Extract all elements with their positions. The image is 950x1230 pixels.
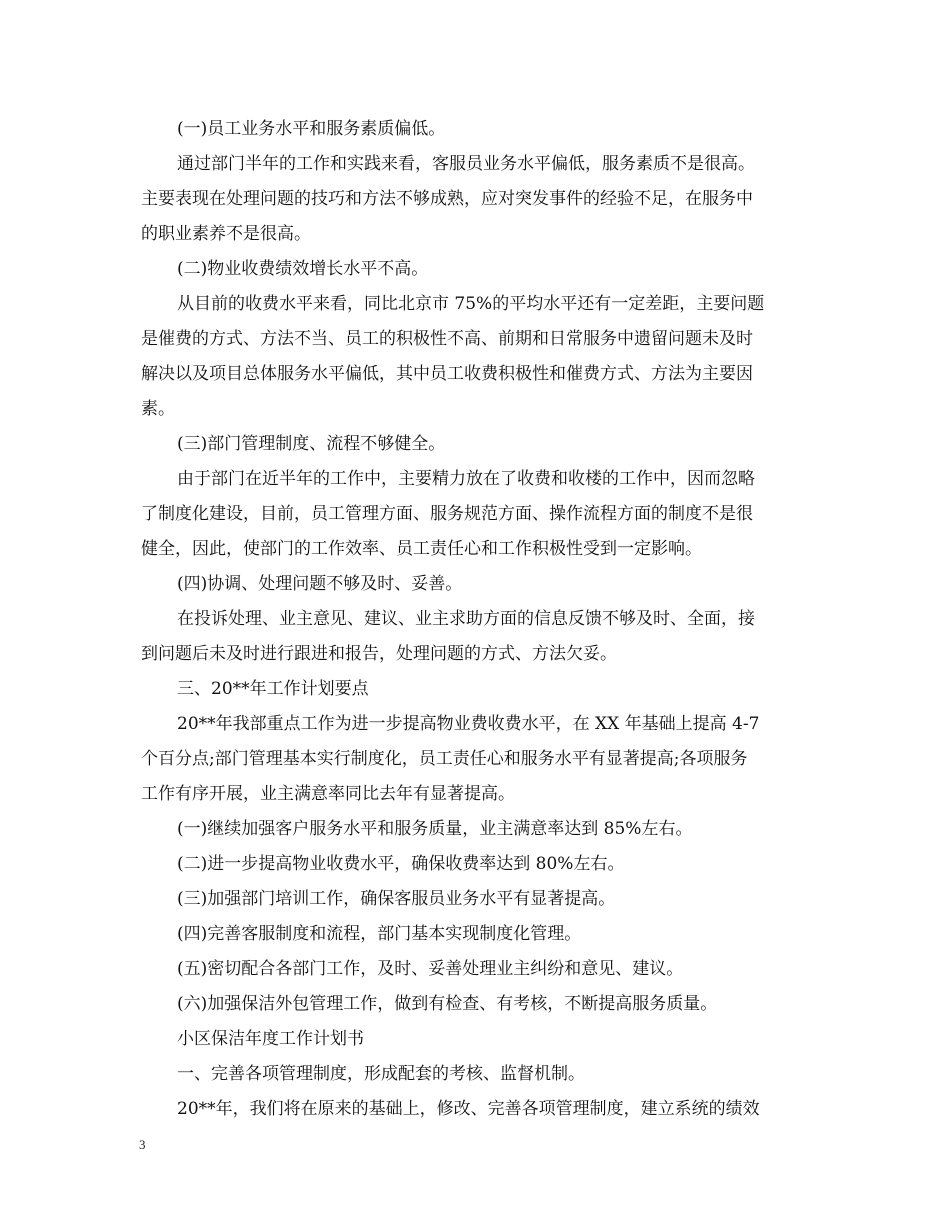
plan-item: (四)完善客服制度和流程，部门基本实现制度化管理。 xyxy=(177,924,582,944)
page-number: 3 xyxy=(139,1137,146,1152)
paragraph-line: 20**年，我们将在原来的基础上，修改、完善各项管理制度，建立系统的绩效 xyxy=(177,1099,760,1119)
section-heading-management-rules: 一、完善各项管理制度，形成配套的考核、监督机制。 xyxy=(177,1064,585,1084)
paragraph-line: 工作有序开展，业主满意率同比去年有显著提高。 xyxy=(141,784,515,804)
plan-item: (三)加强部门培训工作，确保客服员业务水平有显著提高。 xyxy=(177,889,616,909)
document-title-cleaning-plan: 小区保洁年度工作计划书 xyxy=(177,1029,364,1049)
paragraph-line: 了制度化建设，目前，员工管理方面、服务规范方面、操作流程方面的制度不是很 xyxy=(141,504,753,524)
paragraph-line: 素。 xyxy=(141,399,175,419)
paragraph-line: 是催费的方式、方法不当、员工的积极性不高、前期和日常服务中遗留问题未及时 xyxy=(141,329,753,349)
paragraph-line: 20**年我部重点工作为进一步提高物业费收费水平，在 XX 年基础上提高 4-7 xyxy=(177,714,760,734)
paragraph-line: 解决以及项目总体服务水平偏低，其中员工收费积极性和催费方式、方法为主要因 xyxy=(141,364,753,384)
paragraph-line: 到问题后未及时进行跟进和报告，处理问题的方式、方法欠妥。 xyxy=(141,644,617,664)
heading-staff-quality: (一)员工业务水平和服务素质偏低。 xyxy=(177,119,446,139)
heading-coordination: (四)协调、处理问题不够及时、妥善。 xyxy=(177,574,463,594)
paragraph-line: 在投诉处理、业主意见、建议、业主求助方面的信息反馈不够及时、全面，接 xyxy=(177,609,755,629)
plan-item: (六)加强保洁外包管理工作，做到有检查、有考核，不断提高服务质量。 xyxy=(177,994,718,1014)
paragraph-line: 从目前的收费水平来看，同比北京市 75%的平均水平还有一定差距，主要问题 xyxy=(177,294,765,314)
paragraph-line: 健全，因此，使部门的工作效率、员工责任心和工作积极性受到一定影响。 xyxy=(141,539,702,559)
plan-item: (一)继续加强客户服务水平和服务质量，业主满意率达到 85%左右。 xyxy=(177,819,693,839)
heading-management-system: (三)部门管理制度、流程不够健全。 xyxy=(177,434,446,454)
paragraph-line: 个百分点;部门管理基本实行制度化，员工责任心和服务水平有显著提高;各项服务 xyxy=(141,749,748,769)
paragraph-line: 通过部门半年的工作和实践来看，客服员业务水平偏低，服务素质不是很高。 xyxy=(177,154,755,174)
section-heading-work-plan: 三、20**年工作计划要点 xyxy=(177,679,369,699)
plan-item: (五)密切配合各部门工作，及时、妥善处理业主纠纷和意见、建议。 xyxy=(177,959,684,979)
paragraph-line: 的职业素养不是很高。 xyxy=(141,224,311,244)
paragraph-line: 由于部门在近半年的工作中，主要精力放在了收费和收楼的工作中，因而忽略 xyxy=(177,469,755,489)
heading-fee-performance: (二)物业收费绩效增长水平不高。 xyxy=(177,259,429,279)
plan-item: (二)进一步提高物业收费水平，确保收费率达到 80%左右。 xyxy=(177,854,625,874)
paragraph-line: 主要表现在处理问题的技巧和方法不够成熟，应对突发事件的经验不足，在服务中 xyxy=(141,189,753,209)
